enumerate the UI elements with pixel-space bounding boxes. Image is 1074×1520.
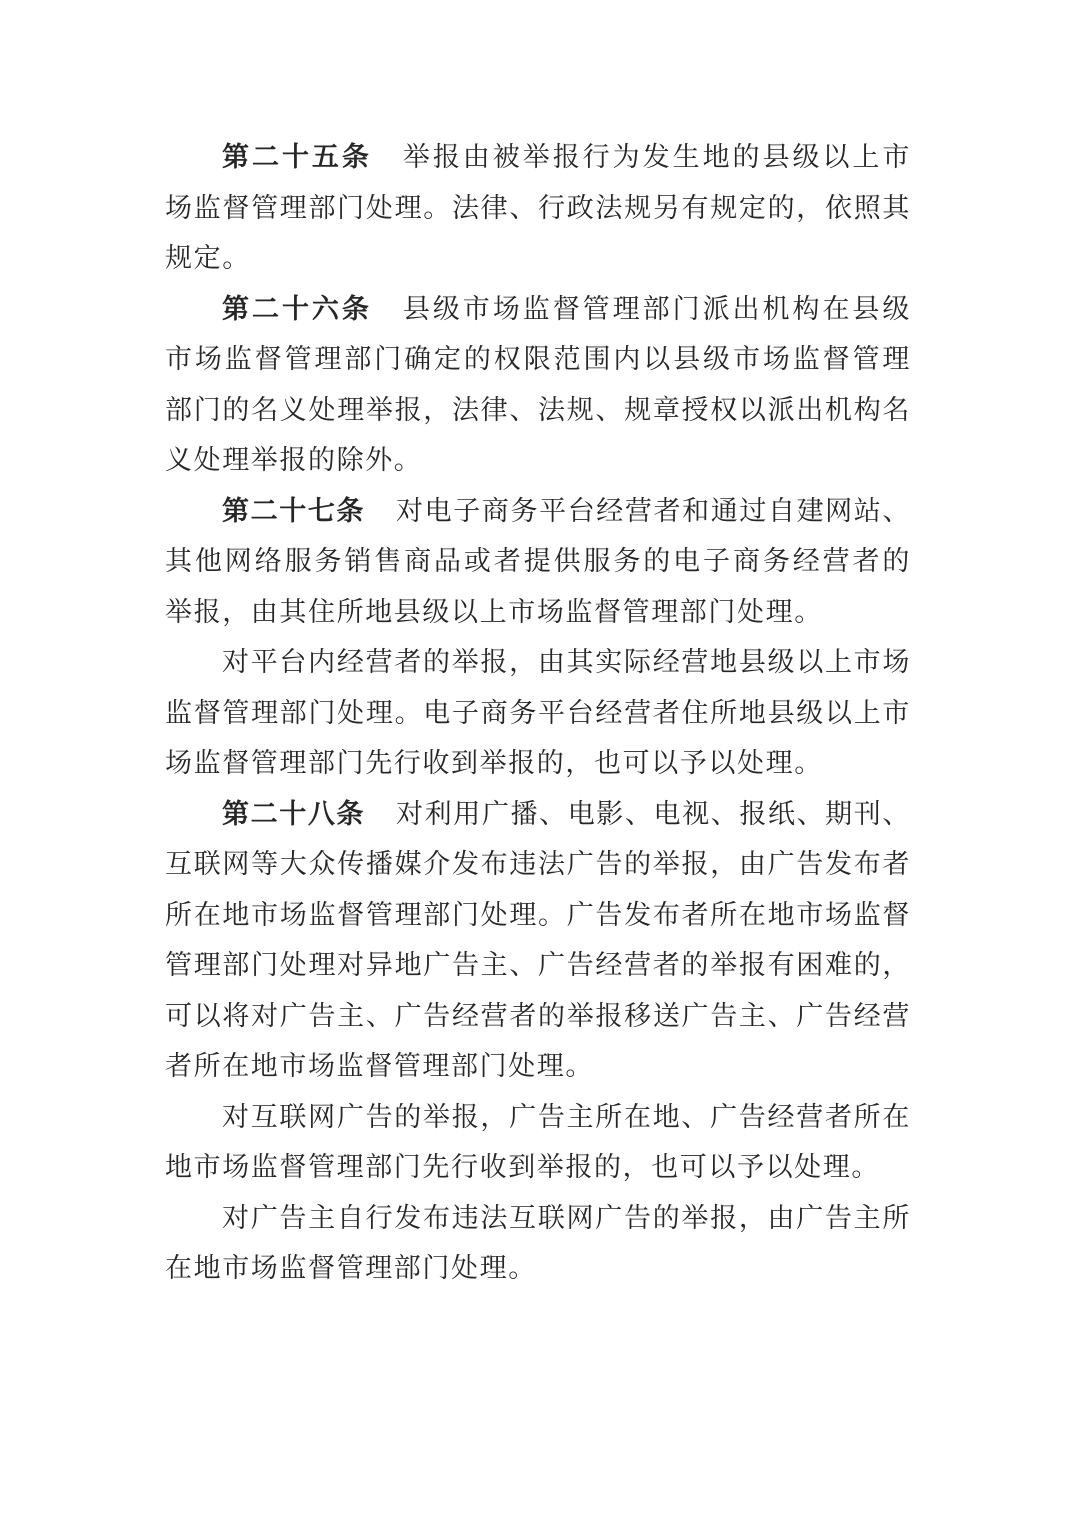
text-line [165,638,911,689]
body-paragraph [165,1093,911,1194]
line-text: 对广告主自行发布违法互联网广告的举报，由广告主所 [222,1202,911,1234]
body-paragraph [165,638,911,790]
text-line [165,790,911,841]
line-text: 所在地市场监督管理部门处理。广告发布者所在地市场监督 [165,899,911,931]
line-text: 互联网等大众传播媒介发布违法广告的举报，由广告发布者 [165,849,911,880]
line-text: 对互联网广告的举报，广告主所在地、广告经营者所在 [222,1101,911,1133]
line-text: 对电子商务平台经营者和通过自建网站、 [396,495,911,527]
line-text: 地市场监督管理部门先行收到举报的，也可以予以处理。 [165,1152,880,1183]
text-line [165,992,911,1043]
text-line [165,234,911,285]
line-text: 规定。 [165,243,251,274]
line-text: 县级市场监督管理部门派出机构在县级 [402,293,911,325]
line-text: 市场监督管理部门确定的权限范围内以县级市场监督管理 [165,344,911,375]
body-paragraph [165,1194,911,1295]
text-line [165,739,911,790]
article-paragraph [165,487,911,639]
text-line [165,1244,911,1295]
article-heading: 第二十七条 [222,495,366,527]
article-heading: 第二十六条 [222,293,372,325]
line-text: 场监督管理部门先行收到举报的，也可以予以处理。 [165,748,823,779]
line-text: 其他网络服务销售商品或者提供服务的电子商务经营者的 [165,546,911,577]
text-line [165,436,911,487]
article-paragraph [165,285,911,487]
text-line [165,588,911,639]
text-line [165,184,911,235]
text-line [165,689,911,740]
line-text: 场监督管理部门处理。法律、行政法规另有规定的，依照其 [165,192,911,224]
line-text: 管理部门处理对异地广告主、广告经营者的举报有困难的， [165,950,911,981]
text-line [165,335,911,386]
line-text: 者所在地市场监督管理部门处理。 [165,1051,594,1082]
text-line [165,133,911,184]
text-line [165,941,911,992]
text-line [165,537,911,588]
text-line [165,840,911,891]
text-line [165,386,911,437]
line-text: 可以将对广告主、广告经营者的举报移送广告主、广告经营 [165,1000,911,1032]
text-line [165,285,911,336]
text-line [165,1093,911,1144]
text-line [165,487,911,538]
line-text: 在地市场监督管理部门处理。 [165,1253,537,1284]
line-text: 举报由被举报行为发生地的县级以上市 [402,142,911,173]
text-line [165,1042,911,1093]
line-text: 部门的名义处理举报，法律、法规、规章授权以派出机构名 [165,394,911,426]
line-text: 监督管理部门处理。电子商务平台经营者住所地县级以上市 [165,697,911,729]
article-heading: 第二十八条 [222,798,366,830]
article-heading: 第二十五条 [222,142,372,173]
line-text: 对平台内经营者的举报，由其实际经营地县级以上市场 [222,647,911,678]
text-line [165,1143,911,1194]
line-text: 举报，由其住所地县级以上市场监督管理部门处理。 [165,596,823,628]
line-text: 对利用广播、电影、电视、报纸、期刊、 [396,798,911,830]
document-body [165,133,911,1295]
line-text: 义处理举报的除外。 [165,445,423,476]
article-paragraph [165,133,911,285]
text-line [165,891,911,942]
article-paragraph [165,790,911,1093]
text-line [165,1194,911,1245]
